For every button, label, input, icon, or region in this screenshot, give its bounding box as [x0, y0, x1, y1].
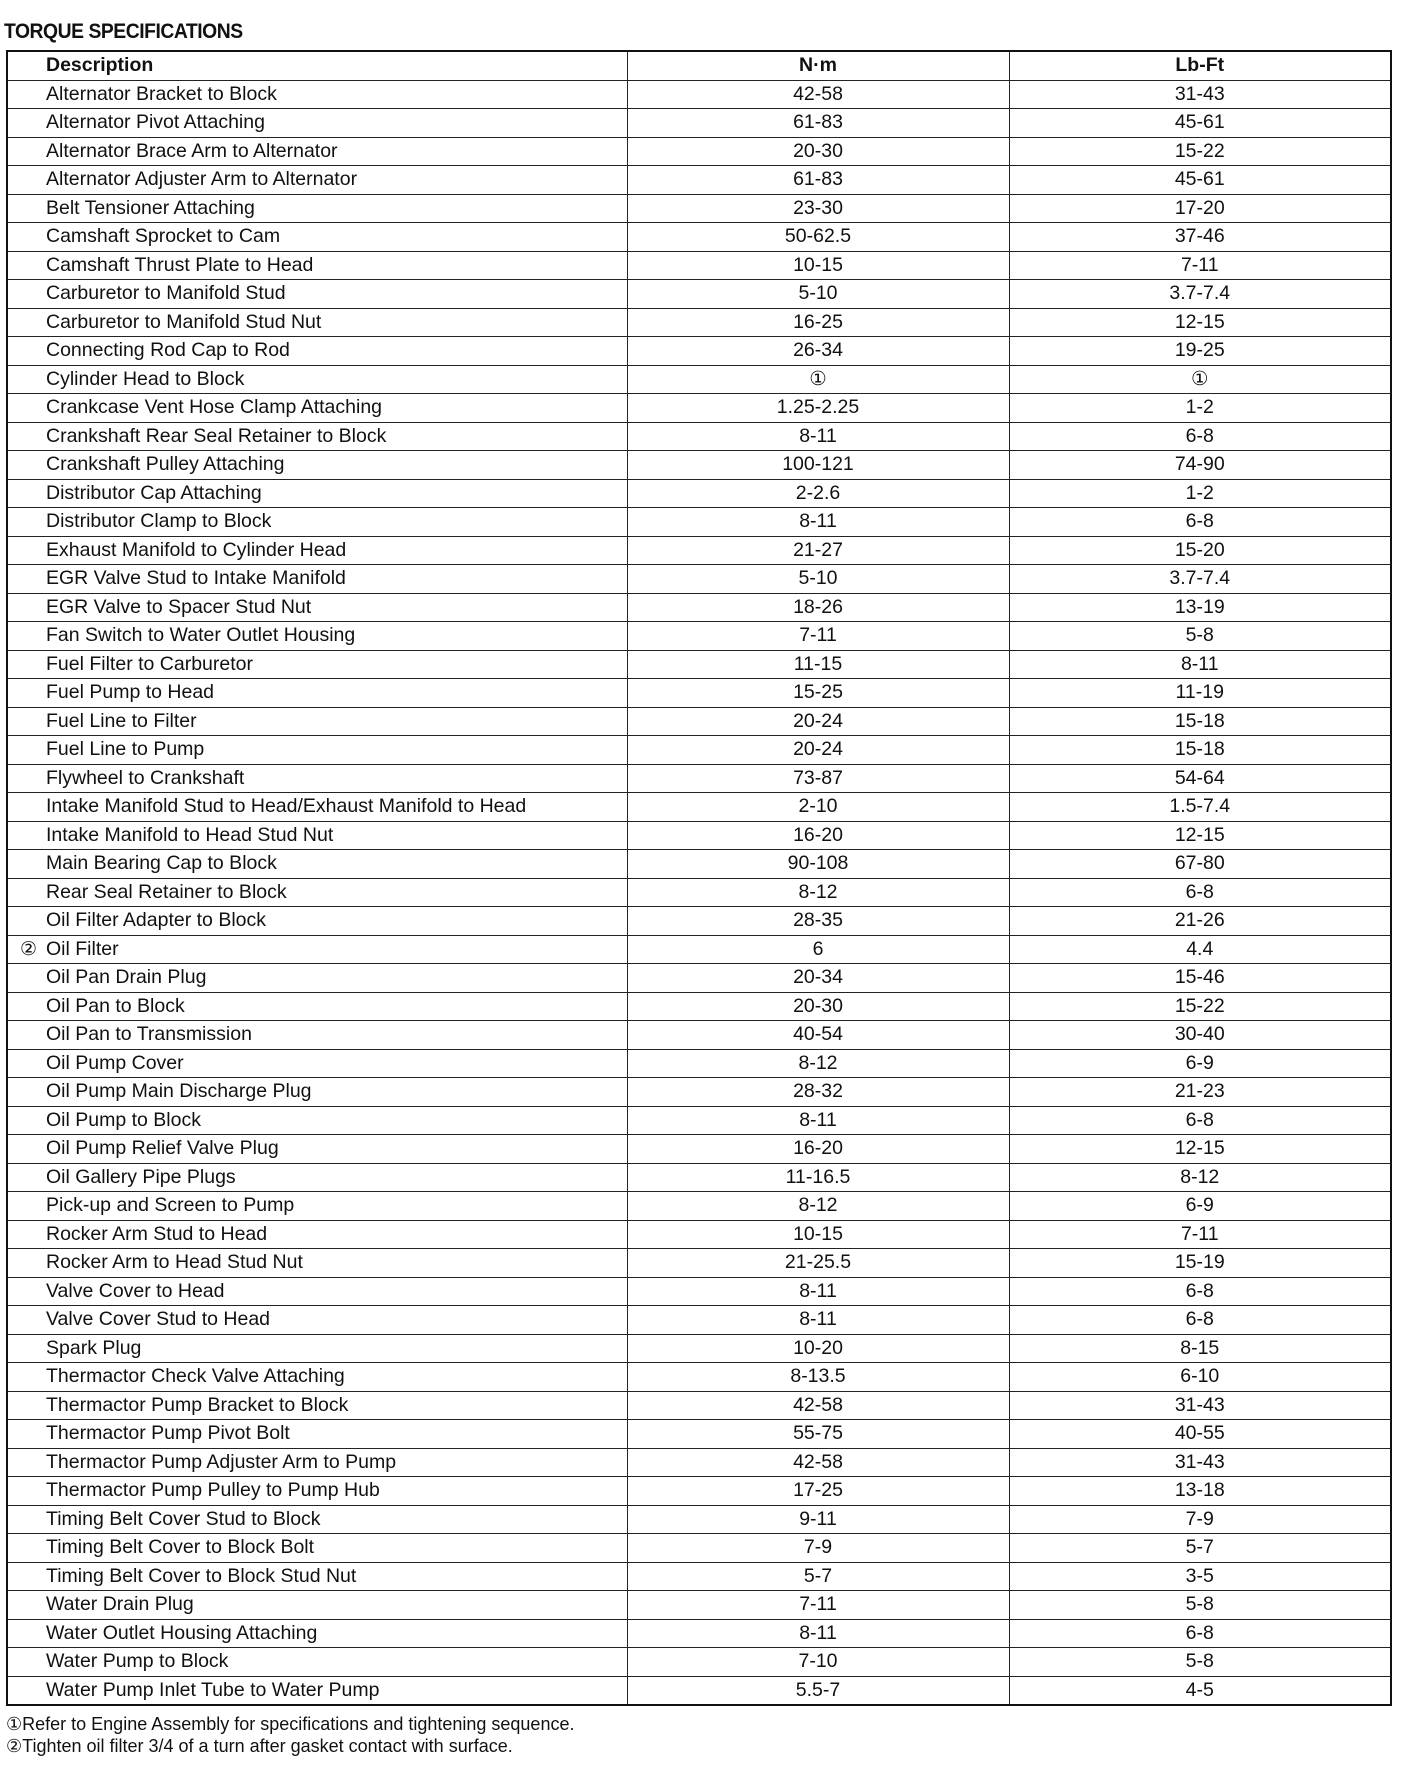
table-row: [7, 736, 1391, 765]
cell-nm: 5-7: [627, 1562, 1009, 1591]
cell-nm: 7-9: [627, 1534, 1009, 1563]
table-row: [7, 1391, 1391, 1420]
cell-description: [7, 1505, 627, 1534]
cell-description: [7, 1021, 627, 1050]
description-text: Exhaust Manifold to Cylinder Head: [46, 538, 347, 561]
cell-lbft: 5-7: [1009, 1534, 1391, 1563]
cell-nm: 40-54: [627, 1021, 1009, 1050]
description-text: Oil Pan Drain Plug: [46, 966, 207, 989]
torque-spec-table: [6, 50, 1392, 1706]
description-text: Valve Cover to Head: [46, 1279, 225, 1302]
cell-description: [7, 280, 627, 309]
table-row: [7, 223, 1391, 252]
cell-lbft: 6-8: [1009, 1619, 1391, 1648]
table-row: [7, 650, 1391, 679]
cell-description: [7, 1249, 627, 1278]
cell-description: [7, 365, 627, 394]
cell-nm: 8-11: [627, 422, 1009, 451]
cell-description: [7, 650, 627, 679]
cell-nm: ①: [627, 365, 1009, 394]
description-text: Oil Filter: [46, 937, 119, 960]
cell-description: [7, 593, 627, 622]
table-row: [7, 1562, 1391, 1591]
description-text: Water Pump to Block: [46, 1650, 229, 1673]
cell-lbft: 3.7-7.4: [1009, 565, 1391, 594]
cell-nm: 61-83: [627, 166, 1009, 195]
cell-description: [7, 508, 627, 537]
table-row: [7, 280, 1391, 309]
cell-lbft: 30-40: [1009, 1021, 1391, 1050]
cell-nm: 2-2.6: [627, 479, 1009, 508]
cell-description: [7, 964, 627, 993]
cell-description: [7, 1106, 627, 1135]
cell-nm: 9-11: [627, 1505, 1009, 1534]
table-row: [7, 1021, 1391, 1050]
description-text: Fuel Line to Filter: [46, 709, 197, 732]
table-row: [7, 821, 1391, 850]
cell-lbft: 12-15: [1009, 1135, 1391, 1164]
cell-lbft: 12-15: [1009, 821, 1391, 850]
table-row: [7, 593, 1391, 622]
cell-nm: 73-87: [627, 764, 1009, 793]
table-row: [7, 80, 1391, 109]
description-text: Fan Switch to Water Outlet Housing: [46, 624, 356, 647]
cell-nm: 2-10: [627, 793, 1009, 822]
cell-lbft: ①: [1009, 365, 1391, 394]
cell-lbft: 12-15: [1009, 308, 1391, 337]
cell-lbft: 74-90: [1009, 451, 1391, 480]
cell-lbft: 3-5: [1009, 1562, 1391, 1591]
cell-nm: 20-30: [627, 992, 1009, 1021]
column-header-lbft: Lb-Ft: [1009, 51, 1391, 80]
table-row: [7, 337, 1391, 366]
cell-lbft: 4-5: [1009, 1676, 1391, 1705]
cell-nm: 100-121: [627, 451, 1009, 480]
cell-description: [7, 850, 627, 879]
table-row: [7, 394, 1391, 423]
cell-description: [7, 736, 627, 765]
cell-lbft: 6-9: [1009, 1049, 1391, 1078]
cell-lbft: 11-19: [1009, 679, 1391, 708]
description-text: Camshaft Sprocket to Cam: [46, 225, 281, 248]
table-row: [7, 764, 1391, 793]
cell-lbft: 15-46: [1009, 964, 1391, 993]
cell-lbft: 7-11: [1009, 251, 1391, 280]
cell-nm: 16-20: [627, 1135, 1009, 1164]
table-row: [7, 1505, 1391, 1534]
cell-lbft: 21-23: [1009, 1078, 1391, 1107]
cell-lbft: 31-43: [1009, 80, 1391, 109]
description-text: Rocker Arm Stud to Head: [46, 1222, 268, 1245]
page-title: TORQUE SPECIFICATIONS: [4, 20, 243, 43]
cell-nm: 21-25.5: [627, 1249, 1009, 1278]
description-text: Belt Tensioner Attaching: [46, 196, 255, 219]
table-row: [7, 508, 1391, 537]
cell-description: [7, 337, 627, 366]
cell-description: [7, 536, 627, 565]
cell-nm: 1.25-2.25: [627, 394, 1009, 423]
description-text: Water Drain Plug: [46, 1593, 194, 1616]
cell-lbft: 3.7-7.4: [1009, 280, 1391, 309]
cell-nm: 8-11: [627, 508, 1009, 537]
cell-nm: 11-16.5: [627, 1163, 1009, 1192]
table-body: [7, 80, 1391, 1705]
table-row: [7, 622, 1391, 651]
description-text: Alternator Bracket to Block: [46, 82, 277, 105]
description-text: Thermactor Pump Adjuster Arm to Pump: [46, 1450, 397, 1473]
cell-description: [7, 565, 627, 594]
cell-nm: 11-15: [627, 650, 1009, 679]
cell-lbft: 6-8: [1009, 1106, 1391, 1135]
table-row: [7, 1220, 1391, 1249]
description-text: Oil Pump Main Discharge Plug: [46, 1080, 312, 1103]
cell-lbft: 5-8: [1009, 622, 1391, 651]
description-text: Thermactor Pump Bracket to Block: [46, 1393, 349, 1416]
table-row: [7, 850, 1391, 879]
cell-nm: 61-83: [627, 109, 1009, 138]
cell-description: [7, 1306, 627, 1335]
cell-description: [7, 878, 627, 907]
cell-nm: 20-24: [627, 707, 1009, 736]
cell-description: [7, 1363, 627, 1392]
table-row: [7, 1420, 1391, 1449]
description-text: Crankcase Vent Hose Clamp Attaching: [46, 396, 383, 419]
cell-description: [7, 1277, 627, 1306]
cell-lbft: 1.5-7.4: [1009, 793, 1391, 822]
table-row: [7, 1163, 1391, 1192]
cell-description: [7, 935, 627, 964]
table-row: [7, 1619, 1391, 1648]
table-row: [7, 1591, 1391, 1620]
cell-nm: 8-11: [627, 1277, 1009, 1306]
cell-description: [7, 1391, 627, 1420]
cell-lbft: 15-22: [1009, 137, 1391, 166]
description-text: Oil Filter Adapter to Block: [46, 909, 267, 932]
description-text: Rear Seal Retainer to Block: [46, 880, 287, 903]
cell-nm: 15-25: [627, 679, 1009, 708]
cell-description: [7, 394, 627, 423]
table-row: [7, 992, 1391, 1021]
cell-lbft: 7-9: [1009, 1505, 1391, 1534]
table-row: [7, 1049, 1391, 1078]
column-header-nm: N·m: [627, 51, 1009, 80]
description-text: Timing Belt Cover to Block Stud Nut: [46, 1564, 357, 1587]
cell-nm: 26-34: [627, 337, 1009, 366]
cell-description: [7, 1562, 627, 1591]
cell-nm: 7-11: [627, 622, 1009, 651]
cell-description: [7, 1448, 627, 1477]
cell-lbft: 15-19: [1009, 1249, 1391, 1278]
cell-lbft: 21-26: [1009, 907, 1391, 936]
description-text: Oil Pan to Block: [46, 994, 185, 1017]
description-text: Carburetor to Manifold Stud Nut: [46, 310, 322, 333]
table-row: [7, 1448, 1391, 1477]
cell-description: [7, 821, 627, 850]
cell-description: [7, 194, 627, 223]
cell-lbft: 6-8: [1009, 878, 1391, 907]
table-row: [7, 679, 1391, 708]
table-row: [7, 422, 1391, 451]
table-row: [7, 1363, 1391, 1392]
description-text: Oil Pump Cover: [46, 1051, 184, 1074]
description-text: Fuel Line to Pump: [46, 738, 205, 761]
cell-description: [7, 1534, 627, 1563]
description-text: Intake Manifold to Head Stud Nut: [46, 823, 334, 846]
cell-nm: 28-35: [627, 907, 1009, 936]
description-text: Carburetor to Manifold Stud: [46, 282, 286, 305]
cell-lbft: 45-61: [1009, 109, 1391, 138]
table-row: [7, 451, 1391, 480]
cell-description: [7, 907, 627, 936]
cell-nm: 10-15: [627, 1220, 1009, 1249]
description-text: Oil Gallery Pipe Plugs: [46, 1165, 236, 1188]
footnote-2: ②Tighten oil filter 3/4 of a turn after gasket contact with surface.: [6, 1736, 513, 1756]
description-text: Alternator Pivot Attaching: [46, 111, 265, 134]
footnotes: [6, 1713, 574, 1757]
cell-nm: 20-34: [627, 964, 1009, 993]
cell-lbft: 8-15: [1009, 1334, 1391, 1363]
cell-description: [7, 764, 627, 793]
table-row: [7, 1135, 1391, 1164]
column-header-description: Description: [7, 51, 627, 80]
table-row: [7, 137, 1391, 166]
cell-nm: 90-108: [627, 850, 1009, 879]
cell-lbft: 6-8: [1009, 1277, 1391, 1306]
cell-lbft: 19-25: [1009, 337, 1391, 366]
cell-description: [7, 223, 627, 252]
cell-nm: 8-12: [627, 1049, 1009, 1078]
cell-nm: 21-27: [627, 536, 1009, 565]
cell-description: [7, 707, 627, 736]
table-row: [7, 1277, 1391, 1306]
cell-nm: 8-11: [627, 1619, 1009, 1648]
description-text: Alternator Brace Arm to Alternator: [46, 139, 338, 162]
cell-lbft: 13-19: [1009, 593, 1391, 622]
cell-description: [7, 1163, 627, 1192]
description-text: Oil Pump Relief Valve Plug: [46, 1137, 279, 1160]
cell-nm: 7-11: [627, 1591, 1009, 1620]
cell-lbft: 6-8: [1009, 508, 1391, 537]
cell-description: [7, 679, 627, 708]
cell-nm: 10-20: [627, 1334, 1009, 1363]
table-row: [7, 194, 1391, 223]
cell-description: [7, 166, 627, 195]
table-row: [7, 1078, 1391, 1107]
cell-description: [7, 1619, 627, 1648]
table-row: [7, 1334, 1391, 1363]
table-row: [7, 1306, 1391, 1335]
cell-nm: 20-30: [627, 137, 1009, 166]
cell-lbft: 45-61: [1009, 166, 1391, 195]
cell-description: [7, 1591, 627, 1620]
cell-lbft: 13-18: [1009, 1477, 1391, 1506]
table-row: [7, 1648, 1391, 1677]
cell-description: [7, 992, 627, 1021]
cell-description: [7, 109, 627, 138]
footnote-marker: ②: [20, 938, 38, 960]
cell-description: [7, 1334, 627, 1363]
cell-lbft: 7-11: [1009, 1220, 1391, 1249]
description-text: Water Outlet Housing Attaching: [46, 1621, 318, 1644]
cell-description: [7, 1648, 627, 1677]
description-text: Flywheel to Crankshaft: [46, 766, 245, 789]
cell-nm: 5.5-7: [627, 1676, 1009, 1705]
cell-nm: 8-11: [627, 1306, 1009, 1335]
description-text: Intake Manifold Stud to Head/Exhaust Manifold to Head: [46, 795, 527, 818]
cell-description: [7, 1135, 627, 1164]
description-text: Fuel Filter to Carburetor: [46, 652, 253, 675]
description-text: Connecting Rod Cap to Rod: [46, 339, 290, 362]
description-text: Crankshaft Pulley Attaching: [46, 453, 285, 476]
cell-description: [7, 451, 627, 480]
table-row: [7, 479, 1391, 508]
cell-nm: 17-25: [627, 1477, 1009, 1506]
description-text: Distributor Clamp to Block: [46, 510, 272, 533]
description-text: Timing Belt Cover to Block Bolt: [46, 1536, 315, 1559]
cell-lbft: 15-18: [1009, 736, 1391, 765]
description-text: Distributor Cap Attaching: [46, 481, 262, 504]
description-text: Crankshaft Rear Seal Retainer to Block: [46, 424, 387, 447]
cell-lbft: 4.4: [1009, 935, 1391, 964]
description-text: Oil Pump to Block: [46, 1108, 201, 1131]
cell-description: [7, 1420, 627, 1449]
cell-lbft: 6-8: [1009, 1306, 1391, 1335]
cell-description: [7, 137, 627, 166]
description-text: Thermactor Pump Pulley to Pump Hub: [46, 1479, 380, 1502]
cell-lbft: 8-11: [1009, 650, 1391, 679]
cell-lbft: 6-8: [1009, 422, 1391, 451]
table-row: [7, 935, 1391, 964]
description-text: Alternator Adjuster Arm to Alternator: [46, 168, 358, 191]
cell-nm: 8-12: [627, 1192, 1009, 1221]
footnote-1: ①Refer to Engine Assembly for specifications and tightening sequence.: [6, 1714, 575, 1734]
cell-nm: 5-10: [627, 565, 1009, 594]
cell-nm: 42-58: [627, 1448, 1009, 1477]
description-text: Rocker Arm to Head Stud Nut: [46, 1251, 303, 1274]
cell-lbft: 1-2: [1009, 479, 1391, 508]
cell-nm: 28-32: [627, 1078, 1009, 1107]
table-row: [7, 308, 1391, 337]
cell-description: [7, 1676, 627, 1705]
table-row: [7, 1249, 1391, 1278]
cell-nm: 10-15: [627, 251, 1009, 280]
description-text: Thermactor Pump Pivot Bolt: [46, 1422, 290, 1445]
table-row: [7, 707, 1391, 736]
table-row: [7, 365, 1391, 394]
table-row: [7, 1676, 1391, 1705]
table-row: [7, 536, 1391, 565]
table-row: [7, 1106, 1391, 1135]
cell-lbft: 37-46: [1009, 223, 1391, 252]
cell-lbft: 31-43: [1009, 1391, 1391, 1420]
cell-nm: 18-26: [627, 593, 1009, 622]
table-header-row: [7, 51, 1391, 80]
cell-lbft: 6-9: [1009, 1192, 1391, 1221]
cell-description: [7, 1192, 627, 1221]
description-text: EGR Valve to Spacer Stud Nut: [46, 595, 312, 618]
cell-description: [7, 80, 627, 109]
table-row: [7, 1534, 1391, 1563]
cell-nm: 8-11: [627, 1106, 1009, 1135]
description-text: Thermactor Check Valve Attaching: [46, 1365, 345, 1388]
cell-lbft: 1-2: [1009, 394, 1391, 423]
description-text: Valve Cover Stud to Head: [46, 1308, 271, 1331]
description-text: Oil Pan to Transmission: [46, 1023, 252, 1046]
cell-lbft: 54-64: [1009, 764, 1391, 793]
cell-description: [7, 479, 627, 508]
description-text: Fuel Pump to Head: [46, 681, 215, 704]
cell-description: [7, 1078, 627, 1107]
table-row: [7, 793, 1391, 822]
cell-lbft: 15-20: [1009, 536, 1391, 565]
table-row: [7, 251, 1391, 280]
cell-description: [7, 422, 627, 451]
cell-description: [7, 622, 627, 651]
cell-lbft: 5-8: [1009, 1591, 1391, 1620]
cell-nm: 23-30: [627, 194, 1009, 223]
table-row: [7, 1192, 1391, 1221]
cell-lbft: 8-12: [1009, 1163, 1391, 1192]
cell-nm: 8-13.5: [627, 1363, 1009, 1392]
description-text: Water Pump Inlet Tube to Water Pump: [46, 1678, 380, 1701]
cell-nm: 5-10: [627, 280, 1009, 309]
cell-lbft: 40-55: [1009, 1420, 1391, 1449]
cell-nm: 42-58: [627, 80, 1009, 109]
cell-nm: 50-62.5: [627, 223, 1009, 252]
description-text: Spark Plug: [46, 1336, 142, 1359]
cell-description: [7, 1049, 627, 1078]
cell-description: [7, 251, 627, 280]
description-text: Pick-up and Screen to Pump: [46, 1194, 295, 1217]
cell-nm: 55-75: [627, 1420, 1009, 1449]
cell-nm: 7-10: [627, 1648, 1009, 1677]
cell-lbft: 15-22: [1009, 992, 1391, 1021]
table-row: [7, 964, 1391, 993]
description-text: Cylinder Head to Block: [46, 367, 245, 390]
cell-nm: 42-58: [627, 1391, 1009, 1420]
table-row: [7, 166, 1391, 195]
cell-description: [7, 308, 627, 337]
description-text: Main Bearing Cap to Block: [46, 852, 277, 875]
description-text: Timing Belt Cover Stud to Block: [46, 1507, 321, 1530]
table-row: [7, 907, 1391, 936]
cell-lbft: 67-80: [1009, 850, 1391, 879]
description-text: EGR Valve Stud to Intake Manifold: [46, 567, 346, 590]
cell-lbft: 31-43: [1009, 1448, 1391, 1477]
description-text: Camshaft Thrust Plate to Head: [46, 253, 314, 276]
cell-lbft: 15-18: [1009, 707, 1391, 736]
table-row: [7, 878, 1391, 907]
cell-description: [7, 1220, 627, 1249]
cell-nm: 8-12: [627, 878, 1009, 907]
cell-description: [7, 793, 627, 822]
cell-nm: 16-25: [627, 308, 1009, 337]
table-row: [7, 565, 1391, 594]
cell-nm: 16-20: [627, 821, 1009, 850]
cell-description: [7, 1477, 627, 1506]
cell-lbft: 5-8: [1009, 1648, 1391, 1677]
table-row: [7, 1477, 1391, 1506]
table-row: [7, 109, 1391, 138]
cell-nm: 20-24: [627, 736, 1009, 765]
cell-lbft: 6-10: [1009, 1363, 1391, 1392]
cell-lbft: 17-20: [1009, 194, 1391, 223]
cell-nm: 6: [627, 935, 1009, 964]
